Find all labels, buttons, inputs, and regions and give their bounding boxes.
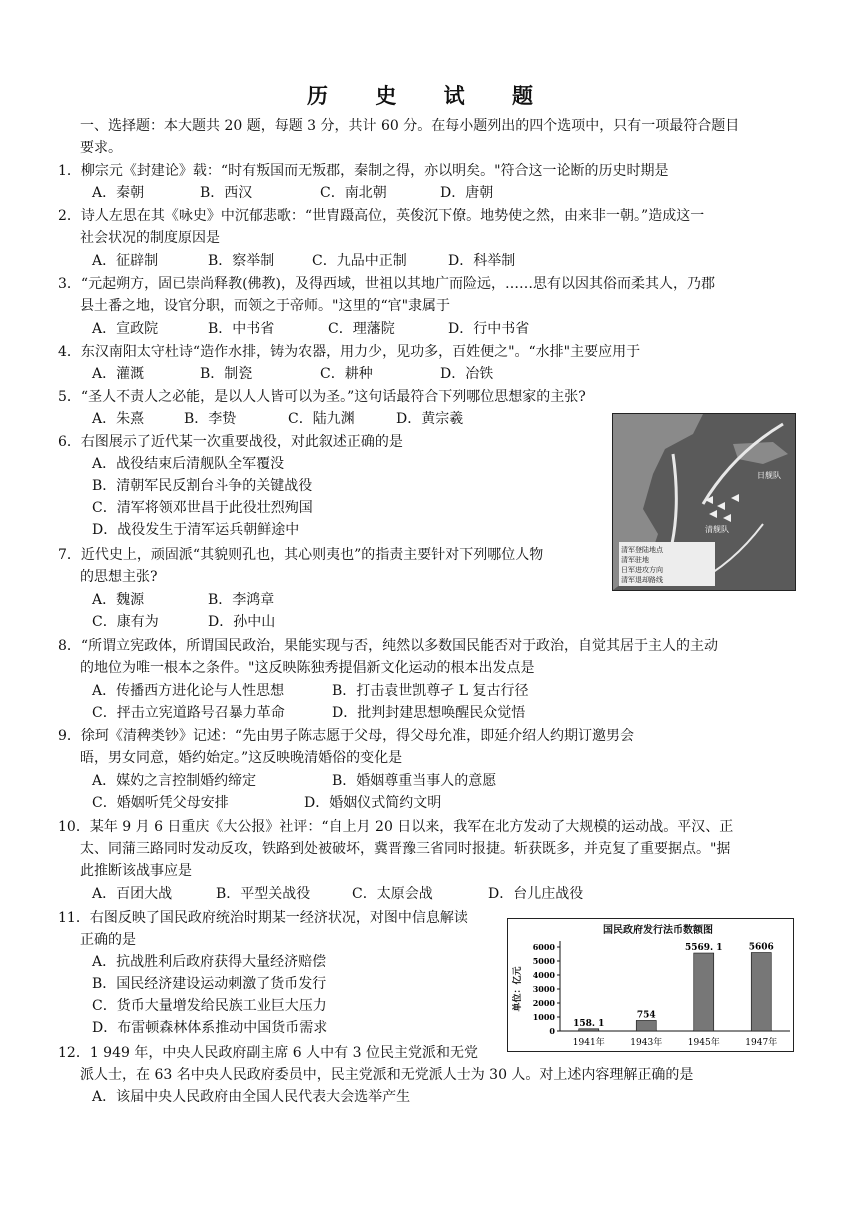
question-11-stem-1: 11．右图反映了国民政府统治时期某一经济状况，对图中信息解读 bbox=[58, 910, 468, 926]
q11-option-b: B．国民经济建设运动刺激了货币发行 bbox=[92, 976, 327, 992]
q7-option-c: C．康有为 bbox=[92, 614, 159, 630]
q10-option-a: A．百团大战 bbox=[92, 886, 173, 902]
q1-option-b: B．西汉 bbox=[200, 185, 253, 201]
q5-option-c: C．陆九渊 bbox=[288, 411, 355, 427]
q10-option-b: B．平型关战役 bbox=[216, 886, 311, 902]
question-6-stem: 6．右图展示了近代某一次重要战役，对此叙述正确的是 bbox=[58, 434, 403, 450]
chart-category-label-3: 1945年 bbox=[687, 1038, 720, 1048]
q5-option-b: B．李贽 bbox=[184, 411, 237, 427]
question-10-stem-1: 10．某年 9 月 6 日重庆《大公报》社评：“自上月 20 日以来，我军在北方发动了大规模的运动战。平汉、正 bbox=[58, 819, 734, 835]
map-legend-retreat: 清军退却路线 bbox=[621, 576, 663, 584]
chart-y-tick-label: 0 bbox=[549, 1026, 555, 1036]
q4-option-a: A．灌溉 bbox=[92, 366, 145, 382]
q2-option-c: C．九品中正制 bbox=[312, 253, 407, 269]
question-9-stem-2: 晤，男女同意，婚约始定。”这反映晚清婚俗的变化是 bbox=[80, 750, 403, 766]
question-4-stem: 4．东汉南阳太守杜诗“造作水排，铸为农器，用力少，见功多，百姓便之"。“水排"主要应用于 bbox=[58, 344, 641, 360]
battle-map-image bbox=[613, 414, 795, 590]
chart-bar-2 bbox=[636, 1020, 656, 1031]
chart-bar-4 bbox=[751, 953, 771, 1031]
q6-option-b: B．清朝军民反割台斗争的关键战役 bbox=[92, 478, 313, 494]
chart-y-tick-label: 1000 bbox=[532, 1012, 555, 1022]
q1-option-d: D．唐朝 bbox=[440, 185, 494, 201]
question-8-stem-2: 的地位为唯一根本之条件。"这反映陈独秀提倡新文化运动的根本出发点是 bbox=[80, 660, 535, 676]
q7-option-b: B．李鸿章 bbox=[208, 592, 275, 608]
question-5-stem: 5．“圣人不责人之必能，是以人人皆可以为圣。”这句话最符合下列哪位思想家的主张? bbox=[58, 389, 586, 405]
q3-option-a: A．宣政院 bbox=[92, 321, 159, 337]
q4-option-b: B．制瓷 bbox=[200, 366, 253, 382]
chart-y-tick-label: 2000 bbox=[532, 998, 555, 1008]
question-1-stem: 1．柳宗元《封建论》载：“时有叛国而无叛郡，秦制之得，亦以明矣。"符合这一论断的历史时期是 bbox=[58, 163, 669, 179]
q9-option-b: B．婚姻尊重当事人的意愿 bbox=[332, 773, 497, 789]
map-legend-landing: 清军登陆地点 bbox=[621, 546, 663, 554]
q11-option-c: C．货币大量增发给民族工业巨大压力 bbox=[92, 998, 327, 1014]
chart-category-label-4: 1947年 bbox=[745, 1038, 778, 1048]
map-legend-japan-attack: 日军进攻方向 bbox=[621, 566, 663, 574]
q5-option-a: A．朱熹 bbox=[92, 411, 145, 427]
q7-option-d: D．孙中山 bbox=[208, 614, 276, 630]
q1-option-c: C．南北朝 bbox=[320, 185, 387, 201]
q2-option-a: A．征辟制 bbox=[92, 253, 159, 269]
chart-value-label-1: 158. 1 bbox=[573, 1018, 605, 1029]
chart-y-tick-label: 6000 bbox=[532, 942, 555, 952]
chart-bar-1 bbox=[579, 1029, 599, 1031]
q3-option-d: D．行中书省 bbox=[448, 321, 530, 337]
section-intro-line-1: 一、选择题：本大题共 20 题，每题 3 分，共计 60 分。在每小题列出的四个选项中，只有一项最符合题目 bbox=[80, 118, 740, 134]
chart-svg bbox=[508, 919, 793, 1051]
chart-value-label-4: 5606 bbox=[748, 942, 774, 953]
chart-y-tick-label: 4000 bbox=[532, 970, 555, 980]
chart-title: 国民政府发行法币数额图 bbox=[603, 925, 713, 936]
question-8-stem-1: 8．“所谓立宪政体，所谓国民政治，果能实现与否，纯然以多数国民能否对于政治，自觉其居于主人的主动 bbox=[58, 638, 719, 654]
q6-option-a: A．战役结束后清舰队全军覆没 bbox=[92, 456, 285, 472]
section-intro-line-2: 要求。 bbox=[80, 140, 122, 156]
chart-y-label: 单位：亿元 bbox=[513, 966, 523, 1012]
q12-option-a: A．该届中央人民政府由全国人民代表大会选举产生 bbox=[92, 1089, 411, 1105]
question-3-stem-2: 县土番之地，设官分职，而领之于帝师。"这里的“官"隶属于 bbox=[80, 298, 451, 314]
q9-option-c: C．婚姻听凭父母安排 bbox=[92, 795, 229, 811]
question-7-stem-1: 7．近代史上，顽固派“其貌则孔也，其心则夷也”的指责主要针对下列哪位人物 bbox=[58, 547, 544, 563]
currency-issuance-chart bbox=[507, 918, 794, 1052]
q6-option-c: C．清军将领邓世昌于此役壮烈殉国 bbox=[92, 500, 313, 516]
q6-option-d: D．战役发生于清军运兵朝鲜途中 bbox=[92, 522, 300, 538]
q8-option-a: A．传播西方进化论与人性思想 bbox=[92, 683, 285, 699]
q2-option-b: B．察举制 bbox=[208, 253, 275, 269]
question-9-stem-1: 9．徐珂《清稗类钞》记述：“先由男子陈志愿于父母，得父母允准，即延介绍人约期订邀男会 bbox=[58, 728, 635, 744]
q10-option-d: D．台儿庄战役 bbox=[488, 886, 584, 902]
question-12-stem-2: 派人士，在 63 名中央人民政府委员中，民主党派和无党派人士为 30 人。对上述内容理解正确的是 bbox=[80, 1067, 694, 1083]
q4-option-d: D．冶铁 bbox=[440, 366, 494, 382]
map-legend-camp: 清军驻地 bbox=[621, 556, 649, 564]
chart-category-label-2: 1943年 bbox=[630, 1038, 663, 1048]
question-2-stem-2: 社会状况的制度原因是 bbox=[80, 230, 220, 246]
q8-option-b: B．打击袁世凯尊孑 L 复古行径 bbox=[332, 683, 529, 699]
q9-option-a: A．媒妁之言控制婚约缔定 bbox=[92, 773, 257, 789]
chart-y-tick-label: 3000 bbox=[532, 984, 555, 994]
q11-option-d: D．布雷顿森林体系推动中国货币需求 bbox=[92, 1020, 328, 1036]
battle-map-figure bbox=[612, 413, 796, 591]
q2-option-d: D．科举制 bbox=[448, 253, 516, 269]
chart-value-label-2: 754 bbox=[636, 1010, 656, 1021]
q10-option-c: C．太原会战 bbox=[352, 886, 433, 902]
chart-y-tick-label: 5000 bbox=[532, 956, 555, 966]
question-10-stem-2: 太、同蒲三路同时发动反攻，铁路到处被破坏，冀晋豫三省同时报捷。斩获既多，并克复了重要据点。"据 bbox=[80, 841, 731, 857]
q9-option-d: D．婚姻仪式简约文明 bbox=[304, 795, 442, 811]
question-11-stem-2: 正确的是 bbox=[80, 932, 136, 948]
q3-option-b: B．中书省 bbox=[208, 321, 275, 337]
chart-value-label-3: 5569. 1 bbox=[684, 943, 723, 954]
exam-title: 历 史 试 题 bbox=[307, 83, 553, 108]
question-7-stem-2: 的思想主张? bbox=[80, 569, 158, 585]
q4-option-c: C．耕种 bbox=[320, 366, 373, 382]
chart-bar-3 bbox=[694, 953, 714, 1031]
question-10-stem-3: 此推断该战事应是 bbox=[80, 863, 192, 879]
chart-category-label-1: 1941年 bbox=[572, 1038, 605, 1048]
q1-option-a: A．秦朝 bbox=[92, 185, 145, 201]
q8-option-d: D．批判封建思想唤醒民众觉悟 bbox=[332, 705, 526, 721]
q5-option-d: D．黄宗羲 bbox=[396, 411, 464, 427]
q11-option-a: A．抗战胜利后政府获得大量经济赔偿 bbox=[92, 954, 327, 970]
q3-option-c: C．理藩院 bbox=[328, 321, 395, 337]
question-3-stem-1: 3．“元起朔方，固已崇尚释教(佛教)，及得西域，世祖以其地广而险远，……思有以因其俗而柔其人，乃郡 bbox=[58, 276, 715, 292]
q8-option-c: C．抨击立宪道路号召暴力革命 bbox=[92, 705, 285, 721]
question-12-stem-1: 12．1 949 年，中央人民政府副主席 6 人中有 3 位民主党派和无党 bbox=[58, 1045, 478, 1061]
q7-option-a: A．魏源 bbox=[92, 592, 145, 608]
map-label-japanese-fleet: 日舰队 bbox=[757, 471, 781, 480]
question-2-stem-1: 2．诗人左思在其《咏史》中沉郁悲歌：“世胄蹑高位，英俊沉下僚。地势使之然，由来非一朝。”造成这一 bbox=[58, 208, 705, 224]
map-label-qing-fleet: 清舰队 bbox=[705, 525, 729, 534]
